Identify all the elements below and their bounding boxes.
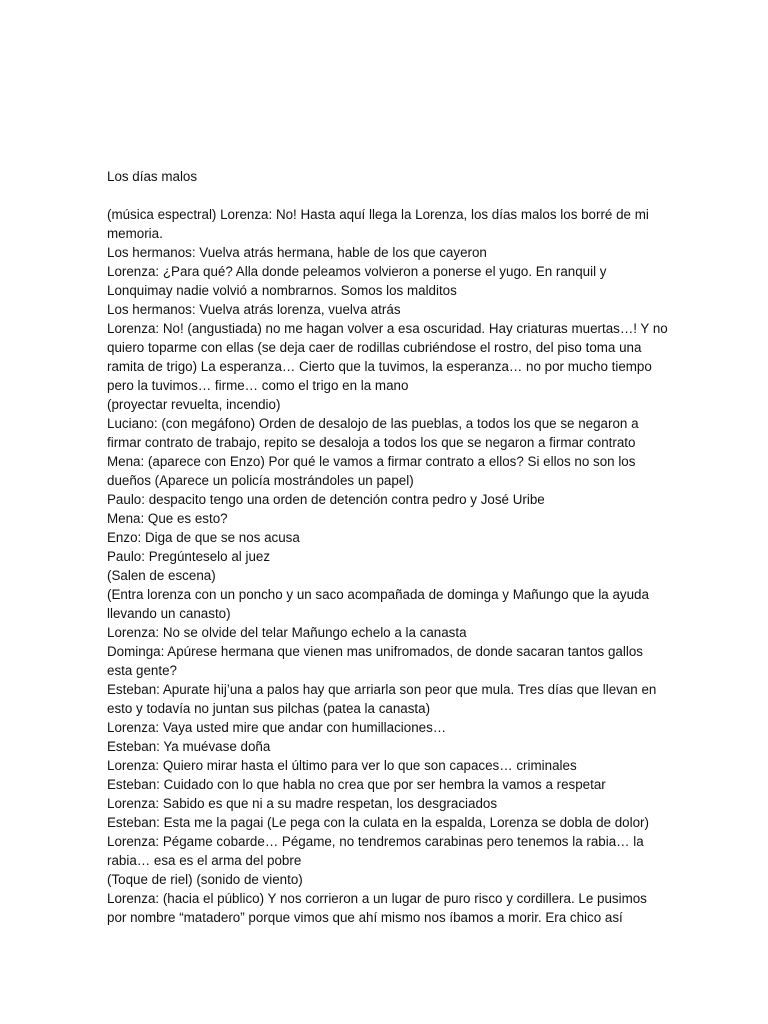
script-line: Esteban: Ya muévase doña [107,739,271,754]
script-line: Paulo: Pregúnteselo al juez [107,549,271,564]
script-line: Lorenza: Pégame cobarde… Pégame, no tendremos carabinas pero tenemos la rabia… la rabia… esa es el arma del pobre [107,834,644,868]
document-title: Los días malos [107,169,198,184]
script-line: Los hermanos: Vuelva atrás hermana, hable de los que cayeron [107,245,487,260]
script-line: Paulo: despacito tengo una orden de detención contra pedro y José Uribe [107,492,545,507]
script-line: Luciano: (con megáfono) Orden de desalojo de las pueblas, a todos los que se negaron a firmar contrato de trabajo, repito se desaloja a todos los que se negaron a firmar contrato [107,416,639,450]
script-line: Mena: (aparece con Enzo) Por qué le vamos a firmar contrato a ellos? Si ellos no son los dueños (Aparece un policía mostrándoles un papel) [107,454,636,488]
stage-direction: (proyectar revuelta, incendio) [107,397,281,412]
script-line: Esteban: Apurate hij’una a palos hay que arriarla son peor que mula. Tres días que llevan en esto y todavía no juntan sus pilchas (patea la canasta) [107,682,657,716]
script-line: Esteban: Cuidado con lo que habla no crea que por ser hembra la vamos a respetar [107,777,606,792]
stage-direction: (Toque de riel) (sonido de viento) [107,872,303,887]
script-line: Dominga: Apúrese hermana que vienen mas unifromados, de donde sacaran tantos gallos esta gente? [107,644,643,678]
script-line: Lorenza: Quiero mirar hasta el último para ver lo que son capaces… criminales [107,758,577,773]
script-line: Lorenza: Vaya usted mire que andar con humillaciones… [107,720,447,735]
script-line: Lorenza: No se olvide del telar Mañungo echelo a la canasta [107,625,467,640]
script-line: Mena: Que es esto? [107,511,228,526]
script-line: Lorenza: ¿Para qué? Alla donde peleamos volvieron a ponerse el yugo. En ranquil y Lonquimay nadie volvió a nombrarnos. Somos los malditos [107,264,607,298]
script-line: Esteban: Esta me la pagai (Le pega con la culata en la espalda, Lorenza se dobla de dolor) [107,815,649,830]
script-line: Lorenza: Sabido es que ni a su madre respetan, los desgraciados [107,796,498,811]
script-line: Los hermanos: Vuelva atrás lorenza, vuelva atrás [107,302,401,317]
stage-direction: (Entra lorenza con un poncho y un saco acompañada de dominga y Mañungo que la ayuda llevando un canasto) [107,587,649,621]
script-line: Enzo: Diga de que se nos acusa [107,530,300,545]
script-line: (música espectral) Lorenza: No! Hasta aquí llega la Lorenza, los días malos los borré de mi memoria. [107,207,649,241]
script-line: Lorenza: No! (angustiada) no me hagan volver a esa oscuridad. Hay criaturas muertas…! Y no quiero toparme con ellas (se deja caer de rodillas cubriéndose el rostro, del piso toma una ramita de trigo) La esperanza… Cierto que la tuvimos, la esperanza… no por mucho tiempo pero la tuvimos… firme… como el trigo en la mano [107,321,668,393]
document-body [107,205,668,927]
stage-direction: (Salen de escena) [107,568,216,583]
script-line: Lorenza: (hacia el público) Y nos corrieron a un lugar de puro risco y cordillera. Le pusimos por nombre “matadero” porque vimos que ahí mismo nos íbamos a morir. Era chico así [107,891,647,925]
